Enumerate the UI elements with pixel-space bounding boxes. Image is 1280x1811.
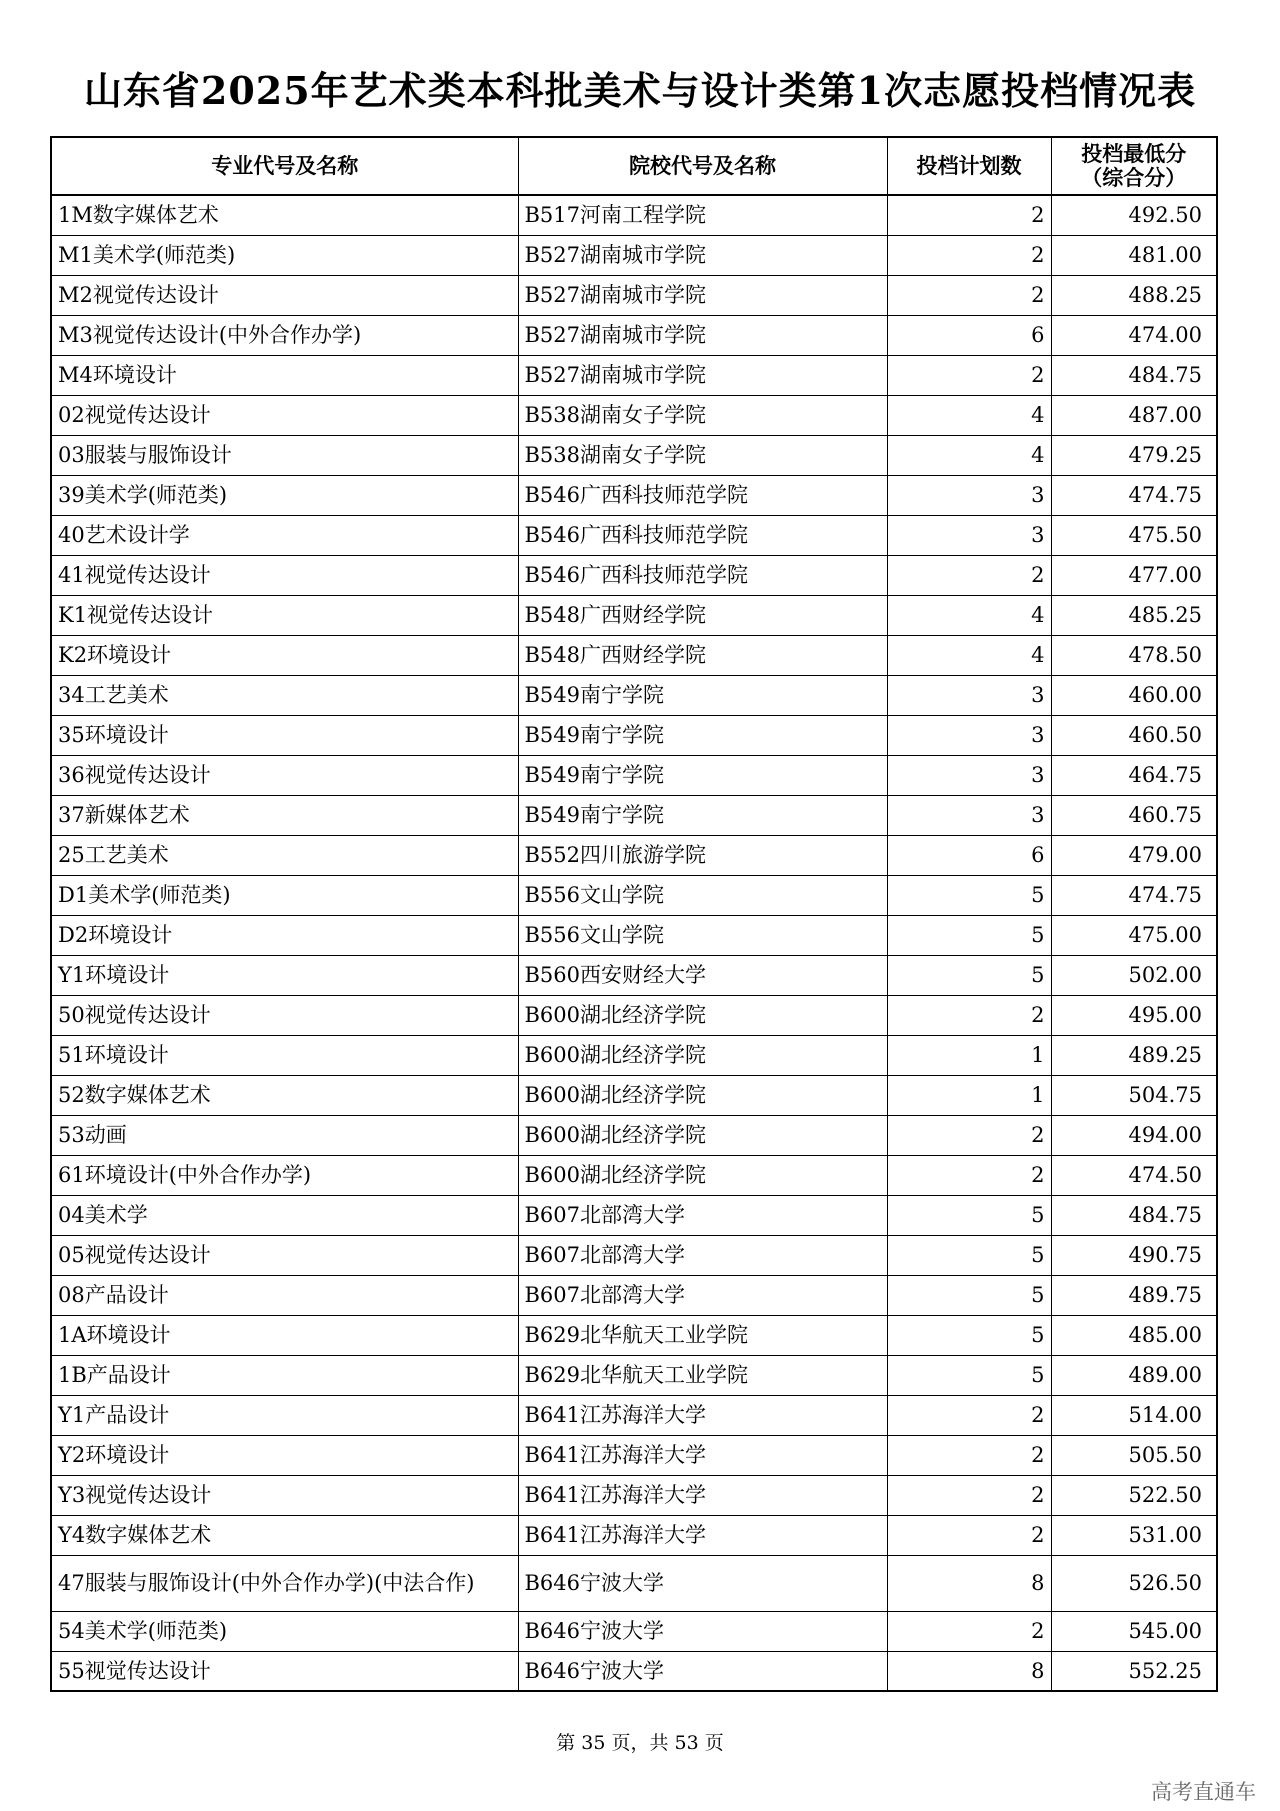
cell-school: B546广西科技师范学院 (518, 555, 887, 595)
cell-school: B538湖南女子学院 (518, 395, 887, 435)
cell-score: 552.25 (1051, 1651, 1217, 1691)
cell-school: B607北部湾大学 (518, 1195, 887, 1235)
header-plan: 投档计划数 (887, 137, 1051, 195)
cell-plan: 3 (887, 715, 1051, 755)
table-row (51, 715, 1217, 755)
cell-school: B548广西财经学院 (518, 635, 887, 675)
cell-major: M2视觉传达设计 (51, 275, 518, 315)
cell-major: Y1产品设计 (51, 1395, 518, 1435)
cell-score: 474.75 (1051, 875, 1217, 915)
cell-major: 52数字媒体艺术 (51, 1075, 518, 1115)
cell-plan: 8 (887, 1651, 1051, 1691)
cell-school: B646宁波大学 (518, 1651, 887, 1691)
cell-plan: 5 (887, 1355, 1051, 1395)
cell-school: B600湖北经济学院 (518, 1075, 887, 1115)
cell-school: B646宁波大学 (518, 1611, 887, 1651)
cell-score: 477.00 (1051, 555, 1217, 595)
cell-major: 1A环境设计 (51, 1315, 518, 1355)
admission-table (50, 136, 1218, 1692)
cell-score: 487.00 (1051, 395, 1217, 435)
cell-major: 47服装与服饰设计(中外合作办学)(中法合作) (51, 1555, 518, 1611)
cell-score: 489.75 (1051, 1275, 1217, 1315)
cell-major: 61环境设计(中外合作办学) (51, 1155, 518, 1195)
cell-major: 40艺术设计学 (51, 515, 518, 555)
cell-school: B600湖北经济学院 (518, 1035, 887, 1075)
cell-plan: 5 (887, 875, 1051, 915)
cell-plan: 2 (887, 555, 1051, 595)
cell-major: 25工艺美术 (51, 835, 518, 875)
table-row (51, 915, 1217, 955)
cell-plan: 2 (887, 1395, 1051, 1435)
cell-score: 514.00 (1051, 1395, 1217, 1435)
cell-score: 475.00 (1051, 915, 1217, 955)
cell-school: B552四川旅游学院 (518, 835, 887, 875)
cell-score: 484.75 (1051, 355, 1217, 395)
cell-school: B600湖北经济学院 (518, 995, 887, 1035)
table-row (51, 1611, 1217, 1651)
table-row (51, 755, 1217, 795)
cell-plan: 2 (887, 235, 1051, 275)
cell-school: B546广西科技师范学院 (518, 515, 887, 555)
cell-major: K1视觉传达设计 (51, 595, 518, 635)
table-row (51, 595, 1217, 635)
cell-plan: 3 (887, 675, 1051, 715)
cell-score: 474.75 (1051, 475, 1217, 515)
cell-score: 484.75 (1051, 1195, 1217, 1235)
table-row (51, 675, 1217, 715)
cell-school: B607北部湾大学 (518, 1275, 887, 1315)
cell-major: D2环境设计 (51, 915, 518, 955)
cell-school: B607北部湾大学 (518, 1235, 887, 1275)
cell-school: B546广西科技师范学院 (518, 475, 887, 515)
cell-plan: 1 (887, 1075, 1051, 1115)
cell-score: 474.50 (1051, 1155, 1217, 1195)
cell-score: 489.00 (1051, 1355, 1217, 1395)
cell-plan: 2 (887, 1515, 1051, 1555)
table-row (51, 475, 1217, 515)
cell-plan: 4 (887, 635, 1051, 675)
cell-score: 460.00 (1051, 675, 1217, 715)
cell-score: 504.75 (1051, 1075, 1217, 1115)
table-row (51, 1515, 1217, 1555)
cell-school: B556文山学院 (518, 875, 887, 915)
cell-plan: 5 (887, 1235, 1051, 1275)
header-min-score-line2: （综合分） (1081, 165, 1187, 190)
cell-school: B517河南工程学院 (518, 195, 887, 235)
cell-score: 495.00 (1051, 995, 1217, 1035)
cell-major: 51环境设计 (51, 1035, 518, 1075)
cell-plan: 4 (887, 395, 1051, 435)
cell-plan: 2 (887, 1475, 1051, 1515)
cell-school: B549南宁学院 (518, 675, 887, 715)
cell-plan: 5 (887, 1195, 1051, 1235)
cell-major: 05视觉传达设计 (51, 1235, 518, 1275)
table-row (51, 835, 1217, 875)
watermark: 高考直通车 (1151, 1780, 1256, 1804)
cell-school: B646宁波大学 (518, 1555, 887, 1611)
table-row (51, 1395, 1217, 1435)
table-row (51, 1275, 1217, 1315)
cell-major: 1B产品设计 (51, 1355, 518, 1395)
cell-score: 545.00 (1051, 1611, 1217, 1651)
table-row (51, 1555, 1217, 1611)
cell-plan: 6 (887, 315, 1051, 355)
table-row (51, 875, 1217, 915)
cell-plan: 5 (887, 915, 1051, 955)
cell-school: B549南宁学院 (518, 755, 887, 795)
cell-score: 475.50 (1051, 515, 1217, 555)
cell-plan: 2 (887, 1155, 1051, 1195)
cell-major: Y3视觉传达设计 (51, 1475, 518, 1515)
cell-school: B548广西财经学院 (518, 595, 887, 635)
cell-plan: 4 (887, 435, 1051, 475)
cell-major: 03服装与服饰设计 (51, 435, 518, 475)
cell-score: 522.50 (1051, 1475, 1217, 1515)
cell-plan: 1 (887, 1035, 1051, 1075)
table-row (51, 1115, 1217, 1155)
header-min-score-line1: 投档最低分 (1081, 141, 1187, 166)
cell-major: 55视觉传达设计 (51, 1651, 518, 1691)
cell-score: 485.00 (1051, 1315, 1217, 1355)
cell-score: 502.00 (1051, 955, 1217, 995)
cell-school: B527湖南城市学院 (518, 275, 887, 315)
cell-school: B629北华航天工业学院 (518, 1355, 887, 1395)
cell-plan: 2 (887, 995, 1051, 1035)
cell-plan: 8 (887, 1555, 1051, 1611)
cell-plan: 2 (887, 355, 1051, 395)
table-row (51, 1075, 1217, 1115)
cell-school: B641江苏海洋大学 (518, 1475, 887, 1515)
table-row (51, 1035, 1217, 1075)
cell-school: B641江苏海洋大学 (518, 1395, 887, 1435)
cell-major: 50视觉传达设计 (51, 995, 518, 1035)
cell-school: B549南宁学院 (518, 715, 887, 755)
table-row (51, 195, 1217, 235)
cell-major: 08产品设计 (51, 1275, 518, 1315)
cell-major: 04美术学 (51, 1195, 518, 1235)
page-title: 山东省2025年艺术类本科批美术与设计类第1次志愿投档情况表 (83, 68, 1197, 113)
cell-major: 34工艺美术 (51, 675, 518, 715)
cell-score: 494.00 (1051, 1115, 1217, 1155)
cell-major: 02视觉传达设计 (51, 395, 518, 435)
cell-score: 479.00 (1051, 835, 1217, 875)
cell-major: 53动画 (51, 1115, 518, 1155)
cell-school: B556文山学院 (518, 915, 887, 955)
cell-score: 492.50 (1051, 195, 1217, 235)
table-row (51, 555, 1217, 595)
cell-plan: 3 (887, 515, 1051, 555)
cell-major: K2环境设计 (51, 635, 518, 675)
table-row (51, 435, 1217, 475)
cell-major: Y1环境设计 (51, 955, 518, 995)
table-row (51, 995, 1217, 1035)
table-row (51, 1155, 1217, 1195)
table-row (51, 1315, 1217, 1355)
cell-major: M3视觉传达设计(中外合作办学) (51, 315, 518, 355)
cell-plan: 5 (887, 955, 1051, 995)
cell-major: 36视觉传达设计 (51, 755, 518, 795)
cell-plan: 4 (887, 595, 1051, 635)
cell-score: 489.25 (1051, 1035, 1217, 1075)
cell-major: 54美术学(师范类) (51, 1611, 518, 1651)
cell-school: B629北华航天工业学院 (518, 1315, 887, 1355)
table-row (51, 275, 1217, 315)
cell-score: 505.50 (1051, 1435, 1217, 1475)
table-row (51, 515, 1217, 555)
cell-plan: 2 (887, 1611, 1051, 1651)
table-header-row (51, 137, 1217, 195)
cell-score: 481.00 (1051, 235, 1217, 275)
cell-school: B527湖南城市学院 (518, 355, 887, 395)
cell-major: Y2环境设计 (51, 1435, 518, 1475)
cell-major: M4环境设计 (51, 355, 518, 395)
cell-school: B600湖北经济学院 (518, 1115, 887, 1155)
cell-major: D1美术学(师范类) (51, 875, 518, 915)
table-body (51, 195, 1217, 1691)
cell-plan: 2 (887, 1115, 1051, 1155)
cell-plan: 2 (887, 275, 1051, 315)
cell-school: B549南宁学院 (518, 795, 887, 835)
cell-school: B527湖南城市学院 (518, 315, 887, 355)
cell-major: 35环境设计 (51, 715, 518, 755)
cell-plan: 2 (887, 1435, 1051, 1475)
header-major: 专业代号及名称 (51, 137, 518, 195)
cell-school: B527湖南城市学院 (518, 235, 887, 275)
cell-score: 478.50 (1051, 635, 1217, 675)
cell-plan: 3 (887, 475, 1051, 515)
table-row (51, 1195, 1217, 1235)
table-row (51, 1355, 1217, 1395)
table-row (51, 795, 1217, 835)
table-row (51, 1475, 1217, 1515)
cell-plan: 3 (887, 795, 1051, 835)
cell-plan: 5 (887, 1275, 1051, 1315)
cell-score: 526.50 (1051, 1555, 1217, 1611)
cell-major: M1美术学(师范类) (51, 235, 518, 275)
cell-major: Y4数字媒体艺术 (51, 1515, 518, 1555)
cell-score: 485.25 (1051, 595, 1217, 635)
table-row (51, 235, 1217, 275)
table-row (51, 955, 1217, 995)
table-row (51, 355, 1217, 395)
cell-major: 1M数字媒体艺术 (51, 195, 518, 235)
cell-score: 460.50 (1051, 715, 1217, 755)
cell-school: B538湖南女子学院 (518, 435, 887, 475)
table-row (51, 1651, 1217, 1691)
cell-plan: 3 (887, 755, 1051, 795)
cell-score: 479.25 (1051, 435, 1217, 475)
cell-school: B600湖北经济学院 (518, 1155, 887, 1195)
cell-score: 490.75 (1051, 1235, 1217, 1275)
cell-score: 474.00 (1051, 315, 1217, 355)
table-row (51, 315, 1217, 355)
cell-score: 464.75 (1051, 755, 1217, 795)
cell-school: B641江苏海洋大学 (518, 1515, 887, 1555)
header-school: 院校代号及名称 (518, 137, 887, 195)
page-footer: 第 35 页，共 53 页 (556, 1732, 724, 1754)
cell-score: 488.25 (1051, 275, 1217, 315)
header-min-score (1051, 137, 1217, 195)
table-row (51, 1235, 1217, 1275)
cell-score: 531.00 (1051, 1515, 1217, 1555)
cell-plan: 2 (887, 195, 1051, 235)
table-row (51, 1435, 1217, 1475)
table-row (51, 635, 1217, 675)
cell-plan: 5 (887, 1315, 1051, 1355)
table-row (51, 395, 1217, 435)
cell-major: 37新媒体艺术 (51, 795, 518, 835)
cell-school: B641江苏海洋大学 (518, 1435, 887, 1475)
cell-score: 460.75 (1051, 795, 1217, 835)
cell-plan: 6 (887, 835, 1051, 875)
cell-major: 39美术学(师范类) (51, 475, 518, 515)
cell-school: B560西安财经大学 (518, 955, 887, 995)
cell-major: 41视觉传达设计 (51, 555, 518, 595)
